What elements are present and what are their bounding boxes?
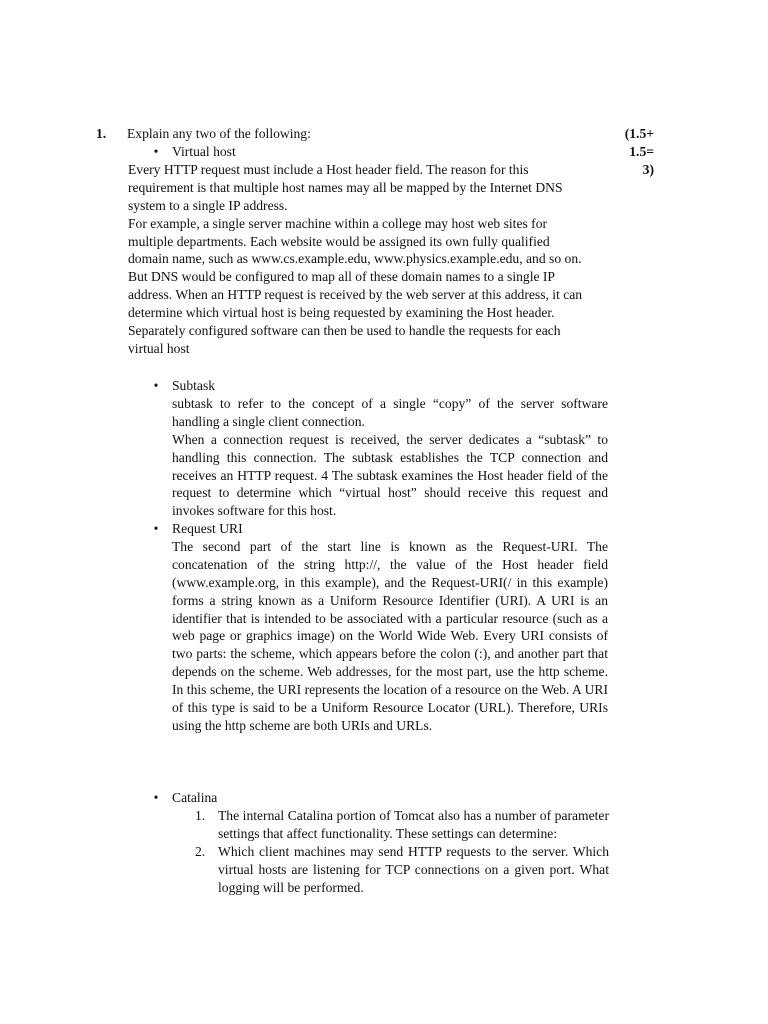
bullet-heading — [150, 143, 588, 161]
bullet-heading — [150, 789, 217, 807]
paragraph: Every HTTP request must include a Host header field. The reason for this requirement is that multiple host names may all be mapped by the Internet DNS system to a single IP address. — [128, 161, 563, 213]
item-title: Subtask — [172, 378, 216, 393]
paragraph: subtask to refer to the concept of a single “copy” of the server software handling a single client connection. — [172, 395, 608, 429]
bullet-icon: • — [153, 521, 159, 536]
step-number: 2. — [195, 843, 206, 859]
marks-line: 3) — [642, 161, 654, 177]
item-request-uri — [150, 520, 608, 735]
item-body — [172, 538, 608, 735]
list-item — [195, 843, 609, 897]
paragraph: When a connection request is received, the server dedicates a “subtask” to handling this connection. The subtask establishes the TCP connection and receives an HTTP request. 4 The subtask examines the Host header field of the request to determine which “virtual host” should receive this request and invokes software for this host. — [172, 431, 608, 519]
marks-allocation — [608, 125, 654, 179]
item-title: Catalina — [172, 790, 218, 805]
item-title: Virtual host — [172, 144, 236, 159]
item-body-wrap — [150, 395, 608, 520]
step-number: 1. — [195, 808, 206, 823]
item-catalina — [150, 789, 217, 807]
item-body — [128, 161, 588, 358]
bullet-icon: • — [153, 144, 159, 159]
step-text: Which client machines may send HTTP requests to the server. Which virtual hosts are listening for TCP connections on a given port. What logging will be performed. — [218, 843, 609, 895]
item-virtual-host — [128, 143, 588, 358]
bullet-heading — [150, 377, 608, 395]
marks-line: (1.5+ — [624, 126, 654, 141]
paragraph: The second part of the start line is known as the Request-URI. The concatenation of the string http://, the value of the Host header field (www.example.org, in this example), and the Request-URI(/ in this example) forms a string known as a Uniform Resource Identifier (URI). A URI is an identifier that is intended to be associated with a particular resource (such as a web page or graphics image) on the World Wide Web. Every URI consists of two parts: the scheme, which appears before the colon (:), and another part that depends on the scheme. Web addresses, for the most part, use the http scheme. In this scheme, the URI represents the location of a resource on the Web. A URI of this type is said to be a Uniform Resource Locator (URL). Therefore, URIs using the http scheme are both URIs and URLs. — [172, 538, 608, 733]
item-body — [172, 395, 608, 520]
catalina-steps — [195, 807, 609, 897]
item-subtask — [150, 377, 608, 520]
question-number: 1. — [96, 126, 107, 141]
item-body-wrap — [150, 538, 608, 735]
bullet-icon: • — [153, 378, 159, 393]
paragraph: For example, a single server machine within a college may host web sites for multiple departments. Each website would be assigned its own fully qualified domain name, such as www.cs.example.edu, www.physics.example.edu, and so on. But DNS would be configured to map all of these domain names to a single IP address. When an HTTP request is received by the web server at this address, it can determine which virtual host is being requested by examining the Host header. Separately configured software can then be used to handle the requests for each virtual host — [128, 215, 583, 356]
item-title: Request URI — [172, 521, 243, 536]
list-item — [195, 807, 609, 843]
question-prompt: Explain any two of the following: — [127, 126, 311, 141]
bullet-icon: • — [153, 790, 159, 805]
marks-line: 1.5= — [629, 143, 654, 159]
bullet-heading — [150, 520, 608, 538]
step-text: The internal Catalina portion of Tomcat also has a number of parameter settings that affect functionality. These settings can determine: — [218, 808, 609, 841]
